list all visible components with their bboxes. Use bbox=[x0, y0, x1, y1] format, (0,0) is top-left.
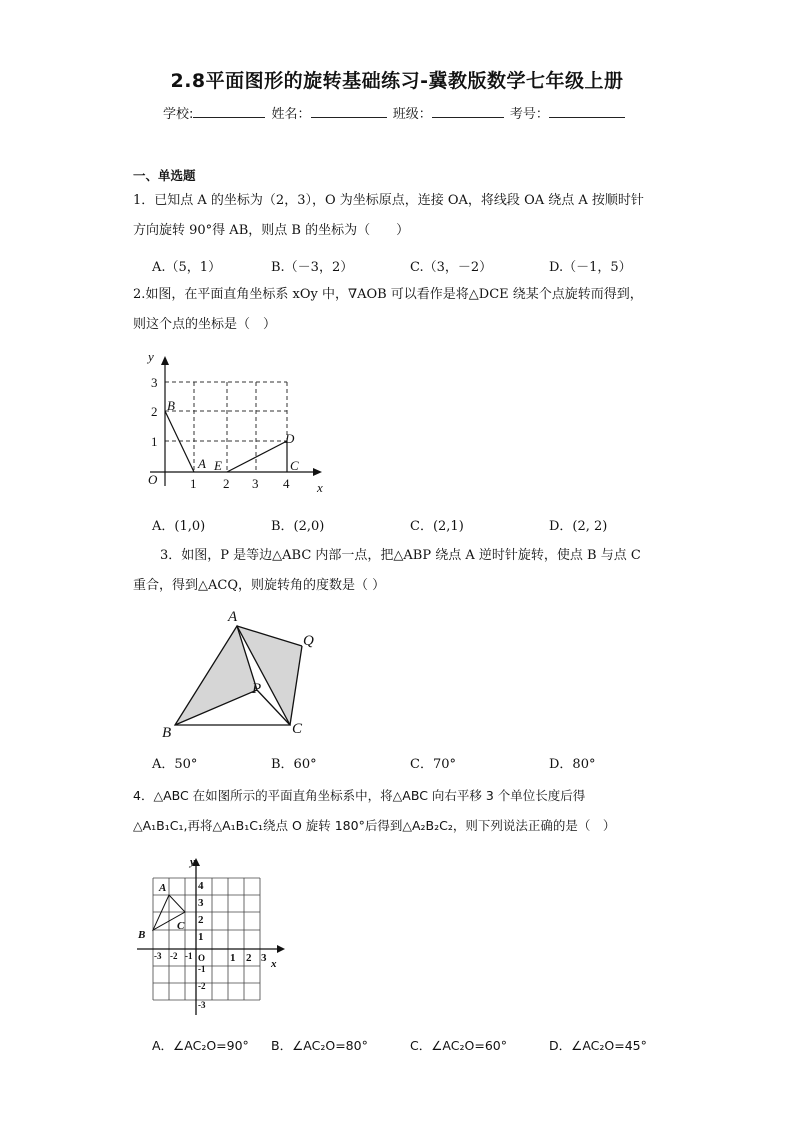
q2-y-tick-3: 3 bbox=[151, 375, 158, 390]
q4-point-a: A bbox=[159, 882, 167, 894]
q2-x-arrow-icon bbox=[313, 468, 322, 476]
page-title: 2.8平面图形的旋转基础练习-冀教版数学七年级上册 bbox=[170, 70, 624, 92]
exam-no-blank[interactable] bbox=[549, 105, 625, 118]
q4-y-label: y bbox=[190, 856, 195, 868]
q3-triangle-figure bbox=[155, 604, 335, 744]
q2-option-b[interactable]: B．(2,0) bbox=[271, 519, 325, 534]
q4-text-line2: △A₁B₁C₁,再将△A₁B₁C₁绕点 O 旋转 180°后得到△A₂B₂C₂，则下列说法正确的是（ ） bbox=[133, 818, 616, 833]
q4-point-c: C bbox=[177, 920, 185, 932]
q2-x-label: x bbox=[317, 480, 323, 495]
q3-option-a[interactable]: A．50° bbox=[152, 757, 198, 772]
q4-x-arrow-icon bbox=[277, 945, 285, 953]
q2-y-tick-1: 1 bbox=[151, 434, 158, 449]
q4-y-tick-neg3: -3 bbox=[198, 1000, 206, 1010]
q3-text-line1: 3．如图，P 是等边△ABC 内部一点，把△ABP 绕点 A 逆时针旋转，使点 B 与点 C bbox=[160, 548, 641, 563]
q2-option-a[interactable]: A．(1,0) bbox=[152, 519, 206, 534]
class-label: 班级： bbox=[392, 107, 432, 122]
q2-origin-label: O bbox=[148, 472, 158, 487]
q3-point-a: A bbox=[228, 609, 238, 625]
q3-point-p: P bbox=[252, 681, 262, 697]
q3-text-line2: 重合，得到△ACQ，则旋转角的度数是（ ） bbox=[133, 578, 386, 593]
q4-grid-lines bbox=[153, 878, 260, 1000]
q2-x-tick-2: 2 bbox=[223, 476, 230, 491]
q2-grid-dashed bbox=[165, 382, 287, 472]
q4-text-line1: 4．△ABC 在如图所示的平面直角坐标系中，将△ABC 向右平移 3 个单位长度后得 bbox=[133, 788, 586, 803]
q2-x-tick-4: 4 bbox=[283, 476, 290, 491]
q4-y-tick-3: 3 bbox=[198, 897, 204, 909]
q2-text-line1: 2.如图，在平面直角坐标系 xOy 中，∇AOB 可以看作是将△DCE 绕某个点旋转而得到， bbox=[133, 287, 643, 302]
q1-text-line1: 1．已知点 A 的坐标为（2，3），O 为坐标原点，连接 OA，将线段 OA 绕点 A 按顺时针 bbox=[133, 193, 644, 208]
q2-point-b: B bbox=[167, 398, 175, 413]
q1-option-d[interactable]: D.（－1，5） bbox=[549, 260, 632, 275]
section-heading: 一、单选题 bbox=[133, 168, 196, 183]
q2-point-d: D bbox=[285, 431, 295, 446]
student-info-line bbox=[163, 103, 627, 122]
q2-y-arrow-icon bbox=[161, 356, 169, 365]
q2-point-c: C bbox=[290, 458, 299, 473]
q4-x-tick-1: 1 bbox=[230, 952, 236, 964]
q2-segment-ed bbox=[227, 441, 287, 472]
q2-y-label: y bbox=[148, 349, 154, 364]
q4-y-tick-4: 4 bbox=[198, 880, 204, 892]
q2-option-c[interactable]: C．(2,1) bbox=[410, 519, 464, 534]
q2-y-tick-2: 2 bbox=[151, 404, 158, 419]
q4-x-tick-3: 3 bbox=[261, 952, 267, 964]
q4-origin-label: O bbox=[198, 953, 206, 963]
q1-text-line2: 方向旋转 90°得 AB，则点 B 的坐标为（ ） bbox=[133, 223, 410, 238]
q4-x-tick-neg3: -3 bbox=[154, 951, 162, 961]
q4-option-b[interactable]: B．∠AC₂O=80° bbox=[271, 1038, 368, 1053]
q4-y-tick-1: 1 bbox=[198, 931, 204, 943]
name-label: 姓名： bbox=[271, 107, 311, 122]
q2-point-a: A bbox=[198, 456, 206, 471]
q4-y-tick-2: 2 bbox=[198, 914, 204, 926]
q3-point-b: B bbox=[162, 725, 172, 741]
q3-option-d[interactable]: D．80° bbox=[549, 757, 596, 772]
q1-option-b[interactable]: B.（－3，2） bbox=[271, 260, 354, 275]
q2-option-d[interactable]: D．(2, 2) bbox=[549, 519, 608, 534]
q3-option-b[interactable]: B．60° bbox=[271, 757, 317, 772]
q2-x-tick-1: 1 bbox=[190, 476, 197, 491]
q4-option-d[interactable]: D．∠AC₂O=45° bbox=[549, 1038, 647, 1053]
name-blank[interactable] bbox=[311, 105, 387, 118]
q2-point-e: E bbox=[214, 458, 222, 473]
q4-option-c[interactable]: C．∠AC₂O=60° bbox=[410, 1038, 507, 1053]
q4-y-tick-neg2: -2 bbox=[198, 981, 206, 991]
q3-point-c: C bbox=[292, 721, 303, 737]
exam-no-label: 考号： bbox=[509, 107, 549, 122]
q4-option-a[interactable]: A．∠AC₂O=90° bbox=[152, 1038, 249, 1053]
q4-point-b: B bbox=[138, 929, 146, 941]
q2-text-line2: 则这个点的坐标是（ ） bbox=[133, 317, 277, 332]
q4-x-tick-2: 2 bbox=[246, 952, 252, 964]
q3-point-q: Q bbox=[303, 633, 314, 649]
q4-y-tick-neg1: -1 bbox=[198, 964, 206, 974]
q3-option-c[interactable]: C．70° bbox=[410, 757, 456, 772]
q4-x-tick-neg2: -2 bbox=[170, 951, 178, 961]
q1-option-c[interactable]: C.（3，－2） bbox=[410, 260, 493, 275]
class-blank[interactable] bbox=[432, 105, 504, 118]
q2-coordinate-figure bbox=[140, 346, 340, 496]
school-label: 学校: bbox=[163, 107, 194, 122]
q4-grid-figure bbox=[132, 850, 292, 1020]
school-blank[interactable] bbox=[193, 105, 265, 118]
q1-option-a[interactable]: A.（5，1） bbox=[152, 260, 222, 275]
q4-x-label: x bbox=[271, 958, 277, 970]
q2-x-tick-3: 3 bbox=[252, 476, 259, 491]
q4-x-tick-neg1: -1 bbox=[185, 951, 193, 961]
